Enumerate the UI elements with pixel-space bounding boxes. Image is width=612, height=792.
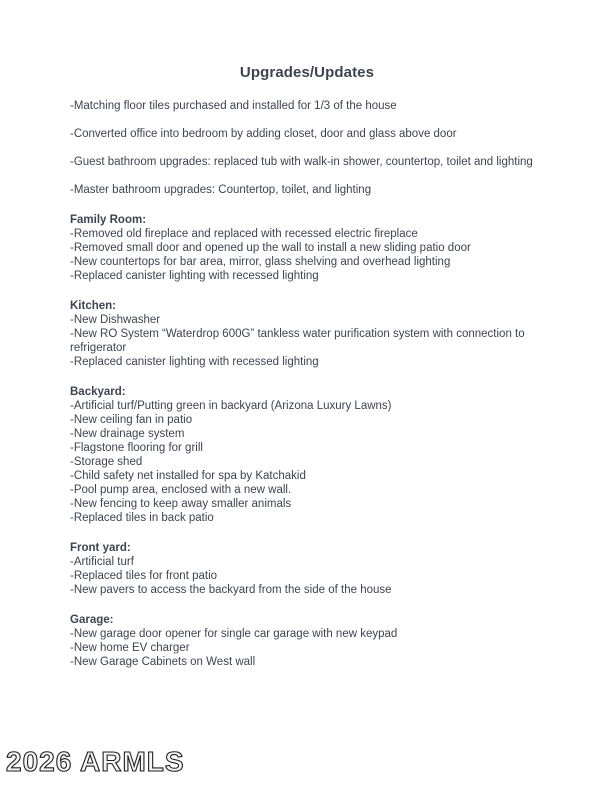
intro-item: -Guest bathroom upgrades: replaced tub with walk-in shower, countertop, toilet and lighting (70, 156, 533, 168)
section-heading: Front yard: (70, 542, 131, 554)
intro-item: -Converted office into bedroom by adding closet, door and glass above door (70, 128, 457, 140)
section-heading: Family Room: (70, 214, 147, 226)
section-heading: Backyard: (70, 386, 126, 398)
list-item: -New RO System “Waterdrop 600G” tankless water purification system with connection to refrigerator (70, 328, 525, 354)
section-family-room (70, 213, 544, 283)
list-item: -New garage door opener for single car garage with new keypad (70, 628, 398, 640)
list-item: -New Garage Cabinets on West wall (70, 656, 256, 668)
list-item: -Pool pump area, enclosed with a new wall. (70, 484, 292, 496)
section-backyard (70, 385, 544, 525)
list-item: -New fencing to keep away smaller animals (70, 498, 292, 510)
intro-list (70, 99, 544, 197)
page-title: Upgrades/Updates (239, 64, 375, 81)
intro-item: -Matching floor tiles purchased and installed for 1/3 of the house (70, 100, 397, 112)
section-kitchen (70, 299, 544, 369)
list-item: -Removed old fireplace and replaced with recessed electric fireplace (70, 228, 418, 240)
list-item: -New Dishwasher (70, 314, 161, 326)
list-item: -Child safety net installed for spa by Katchakid (70, 470, 306, 482)
list-item: -Artificial turf/Putting green in backyard (Arizona Luxury Lawns) (70, 400, 392, 412)
list-item: -New drainage system (70, 428, 185, 440)
list-item: -Replaced canister lighting with recessed lighting (70, 356, 319, 368)
list-item: -New pavers to access the backyard from the side of the house (70, 584, 392, 596)
section-heading: Garage: (70, 614, 114, 626)
list-item: -New home EV charger (70, 642, 190, 654)
list-item: -New ceiling fan in patio (70, 414, 193, 426)
section-garage (70, 613, 544, 669)
armls-watermark: 2026 ARMLS (6, 746, 185, 777)
list-item: -Flagstone flooring for grill (70, 442, 203, 454)
list-item: -Artificial turf (70, 556, 134, 568)
list-item: -New countertops for bar area, mirror, glass shelving and overhead lighting (70, 256, 451, 268)
list-item: -Replaced canister lighting with recessed lighting (70, 270, 319, 282)
list-item: -Removed small door and opened up the wall to install a new sliding patio door (70, 242, 471, 254)
list-item: -Replaced tiles in back patio (70, 512, 214, 524)
list-item: -Storage shed (70, 456, 143, 468)
intro-item: -Master bathroom upgrades: Countertop, toilet, and lighting (70, 184, 372, 196)
section-heading: Kitchen: (70, 300, 116, 312)
list-item: -Replaced tiles for front patio (70, 570, 218, 582)
section-front-yard (70, 541, 544, 597)
